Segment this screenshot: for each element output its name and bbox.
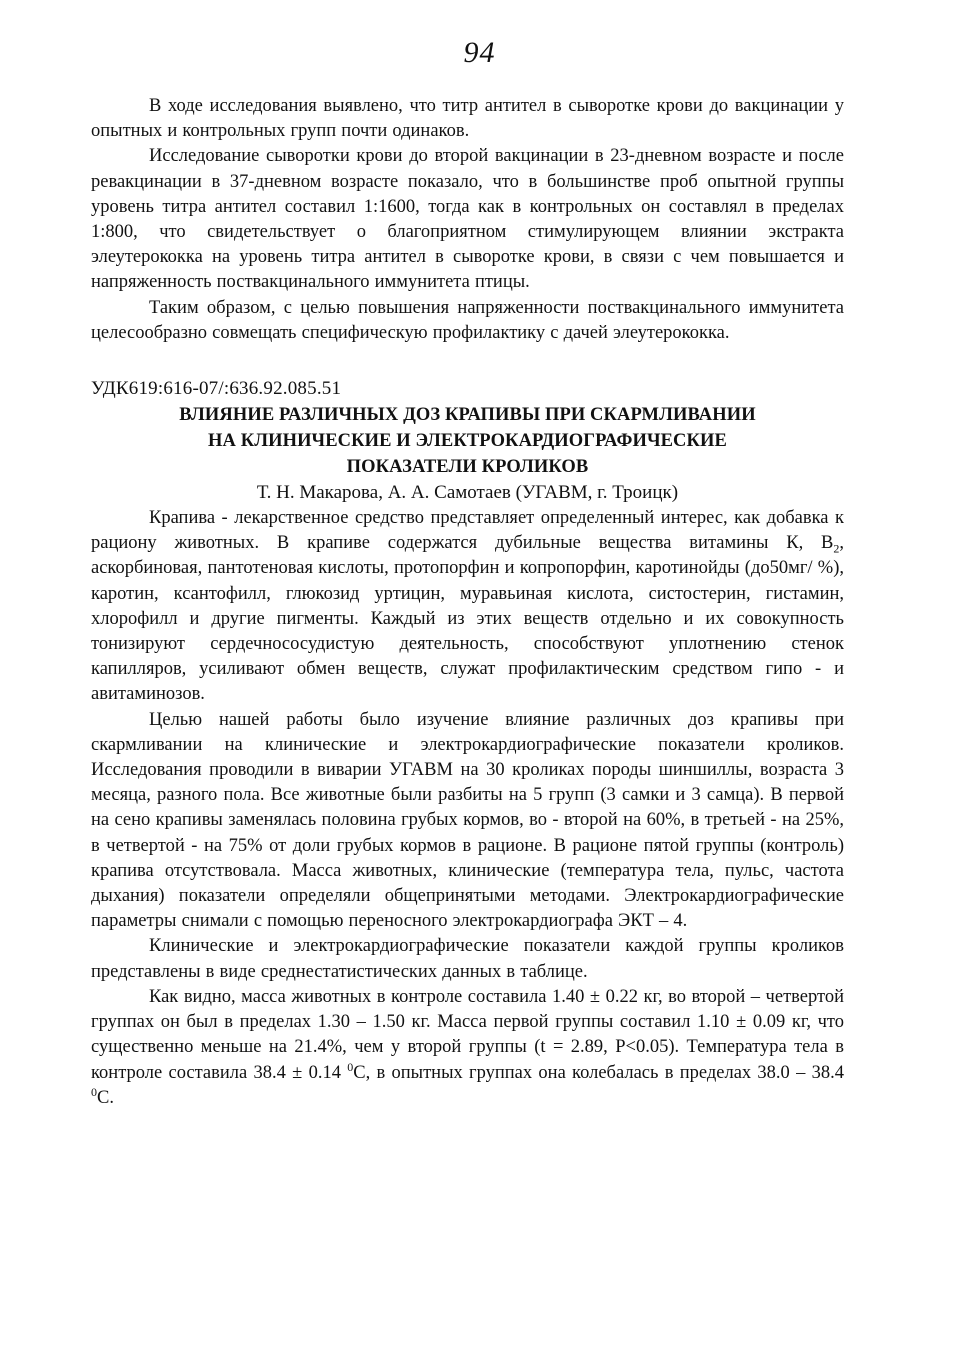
- page-body: [91, 94, 844, 1111]
- article-paragraph-2: Целью нашей работы было изучение влияние различных доз крапивы при скармливании на клинические и электрокардиографические показатели кроликов. Исследования проводили в виварии УГАВМ на 30 кроликах породы шиншиллы, возраста 3 месяца, разного пола. Все животные были разбиты на 5 групп (3 самки и 3 самца). В первой на сено крапивы заменялась половина грубых кормов, во - второй на 60%, в третьей - на 25%, в четвертой - на 75% от доли грубых кормов в рационе. В рационе пятой группы (контроль) крапива отсутствовала. Масса животных, клинические (температура тела, пульс, частота дыхания) показатели определяли общепринятыми методами. Электрокардиографические параметры снимали с помощью переносного электрокардиографа ЭКТ – 4.: [91, 709, 844, 932]
- p1-text-a: Крапива - лекарственное средство представляет определенный интерес, как добавка к рациону животных. В крапиве содержатся дубильные вещества витамины К, В: [91, 508, 844, 554]
- article-paragraph-3: Клинические и электрокардиографические показатели каждой группы кроликов представлены в виде среднестатистических данных в таблице.: [91, 936, 844, 982]
- p4-text-b: С, в опытных группах она колебалась в пределах 38.0 – 38.4: [353, 1062, 844, 1083]
- article-title-line-2: НА КЛИНИЧЕСКИЕ И ЭЛЕКТРОКАРДИОГРАФИЧЕСКИЕ: [208, 431, 727, 452]
- intro-paragraph-3: Таким образом, с целью повышения напряженности поствакцинального иммунитета целесообразно совмещать специфическую профилактику с дачей элеутерококка.: [91, 297, 844, 343]
- udc-code: УДК619:616-07/:636.92.085.51: [91, 378, 342, 400]
- article-paragraph-1: [91, 506, 844, 708]
- p4-text-c: С.: [97, 1087, 114, 1108]
- article-authors: Т. Н. Макарова, А. А. Самотаев (УГАВМ, г. Троицк): [256, 482, 679, 504]
- p4-degree-1: 0: [347, 1059, 354, 1074]
- p1-text-b: , аскорбиновая, пантотеновая кислоты, протопорфин и копропорфин, каротинойды (до50мг/ %), каротин, ксантофилл, глюкозид уртицин, муравьиная кислота, систостерин, гистамин, хлорофилл и другие пигменты. Каждый из этих веществ отдельно и их совокупность тонизируют сердечнососудистую деятельность, способствуют уплотнению стенок капилляров, усиливают обмен веществ, служат профилактическим средством гипо - и авитаминозов.: [91, 533, 844, 705]
- p1-subscript: 2: [833, 541, 840, 556]
- article-paragraph-4: [91, 985, 844, 1111]
- article-title-line-1: ВЛИЯНИЕ РАЗЛИЧНЫХ ДОЗ КРАПИВЫ ПРИ СКАРМЛИВАНИИ: [179, 405, 756, 426]
- p4-text-a: Как видно, масса животных в контроле составила 1.40 ± 0.22 кг, во второй – четвертой группах он был в пределах 1.30 – 1.50 кг. Масса первой группы составил 1.10 ± 0.09 кг, что существенно меньше на 21.4%, чем у второй группы (t = 2.89, P<0.05). Температура тела в контроле составила 38.4 ± 0.14: [91, 986, 844, 1083]
- intro-paragraph-2: Исследование сыворотки крови до второй вакцинации в 23-дневном возрасте и после ревакцинации в 37-дневном возрасте показало, что в большинстве проб опытной группы уровень титра антител составил 1:1600, тогда как в контрольных он составлял в пределах 1:800, что свидетельствует о благоприятном стимулирующем влиянии экстракта элеутерококка на уровень титра антител в сыворотке крови, в связи с чем повышается и напряженность поствакцинального иммунитета птицы.: [91, 146, 844, 293]
- article-title-line-3: ПОКАЗАТЕЛИ КРОЛИКОВ: [346, 457, 589, 478]
- section-gap: [91, 346, 844, 376]
- p4-degree-2: 0: [91, 1084, 97, 1099]
- page-number: 94: [463, 36, 496, 69]
- intro-paragraph-1: В ходе исследования выявлено, что титр антител в сыворотке крови до вакцинации у опытных и контрольных групп почти одинаков.: [91, 96, 844, 142]
- article-title: [91, 402, 844, 480]
